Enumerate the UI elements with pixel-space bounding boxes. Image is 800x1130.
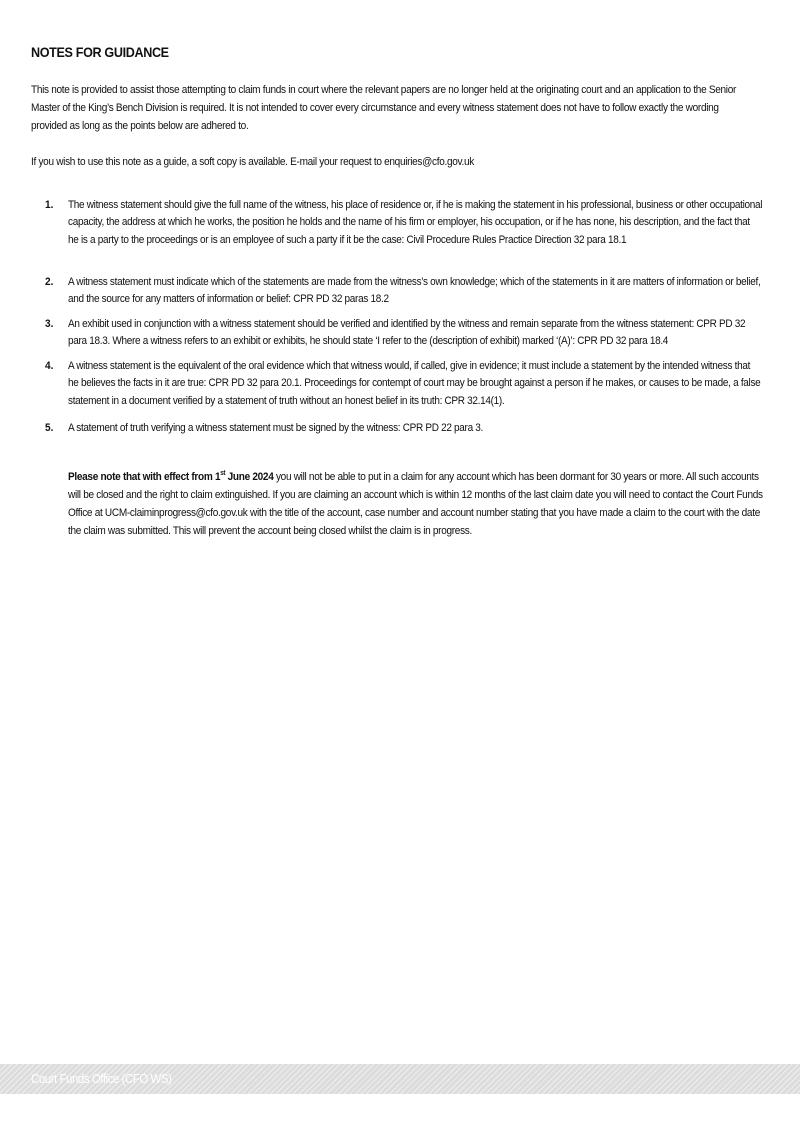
footer-bar	[0, 1064, 800, 1094]
note-bold-prefix: Please note that with effect from 1	[68, 471, 221, 483]
item-text: A witness statement must indicate which of the statements are made from the witness’s own knowledge; which of the statements in it are matters of information or belief, and the source for any matters of information or belief: CPR PD 32 paras 18.2	[68, 276, 761, 306]
document-title: NOTES FOR GUIDANCE	[31, 44, 169, 60]
item-text: An exhibit used in conjunction with a witness statement should be verified and identified by the witness and remain separate from the witness statement: CPR PD 32 para 18.3. Where a witness refers to an exhibit or exhibits, he should state ‘I refer to the (description of exhibit) marked ‘(A)’: CPR PD 32 para 18.4	[68, 318, 746, 348]
item-text: A statement of truth verifying a witness statement must be signed by the witness: CPR PD 22 para 3.	[68, 422, 484, 434]
note-bold-sup: st	[220, 470, 226, 478]
item-number: 5.	[45, 422, 54, 434]
note-bold-suffix: June 2024	[225, 471, 274, 483]
item-number: 3.	[45, 318, 54, 330]
note-body: you will not be able to put in a claim for any account which has been dormant for 30 years or more. All such accounts will be closed and the right to claim extinguished. If you are claiming an account which is within 12 months of the last claim date you will need to contact the Court Funds Office at UCM-claiminprogress@cfo.gov.uk with the title of the account, case number and account number stating that you have made a claim to the court with the date the claim was submitted. This will prevent the account being closed whilst the claim is in progress.	[68, 471, 763, 537]
intro-paragraph: This note is provided to assist those attempting to claim funds in court where the relevant papers are no longer held at the originating court and an application to the Senior Master of the King’s Bench Division is required. It is not intended to cover every circumstance and every witness statement does not have to follow exactly the wording provided as long as the points below are adhered to.	[31, 84, 737, 132]
item-text: The witness statement should give the full name of the witness, his place of residence or, if he is making the statement in his professional, business or other occupational capacity, the address at which he works, the position he holds and the name of his firm or employer, his occupation, or if he has none, his description, and the fact that he is a party to the proceedings or is an employee of such a party if it be the case: Civil Procedure Rules Practice Direction 32 para 18.1	[68, 199, 763, 246]
item-number: 2.	[45, 276, 54, 288]
item-number: 4.	[45, 360, 54, 372]
item-text: A witness statement is the equivalent of the oral evidence which that witness would, if called, give in evidence; it must include a statement by the intended witness that he believes the facts in it are true: CPR PD 32 para 20.1. Proceedings for contempt of court may be brought against a person if he makes, or causes to be made, a false statement in a document verified by a statement of truth without an honest belief in its truth: CPR 32.14(1).	[68, 360, 761, 407]
soft-copy-paragraph: If you wish to use this note as a guide, a soft copy is available. E-mail your request to enquiries@cfo.gov.uk	[31, 156, 474, 168]
dormant-account-note	[68, 468, 769, 540]
item-number: 1.	[45, 199, 54, 211]
note-bold-lead	[68, 471, 273, 483]
footer-label: Court Funds Office (CFO WS)	[31, 1071, 172, 1086]
